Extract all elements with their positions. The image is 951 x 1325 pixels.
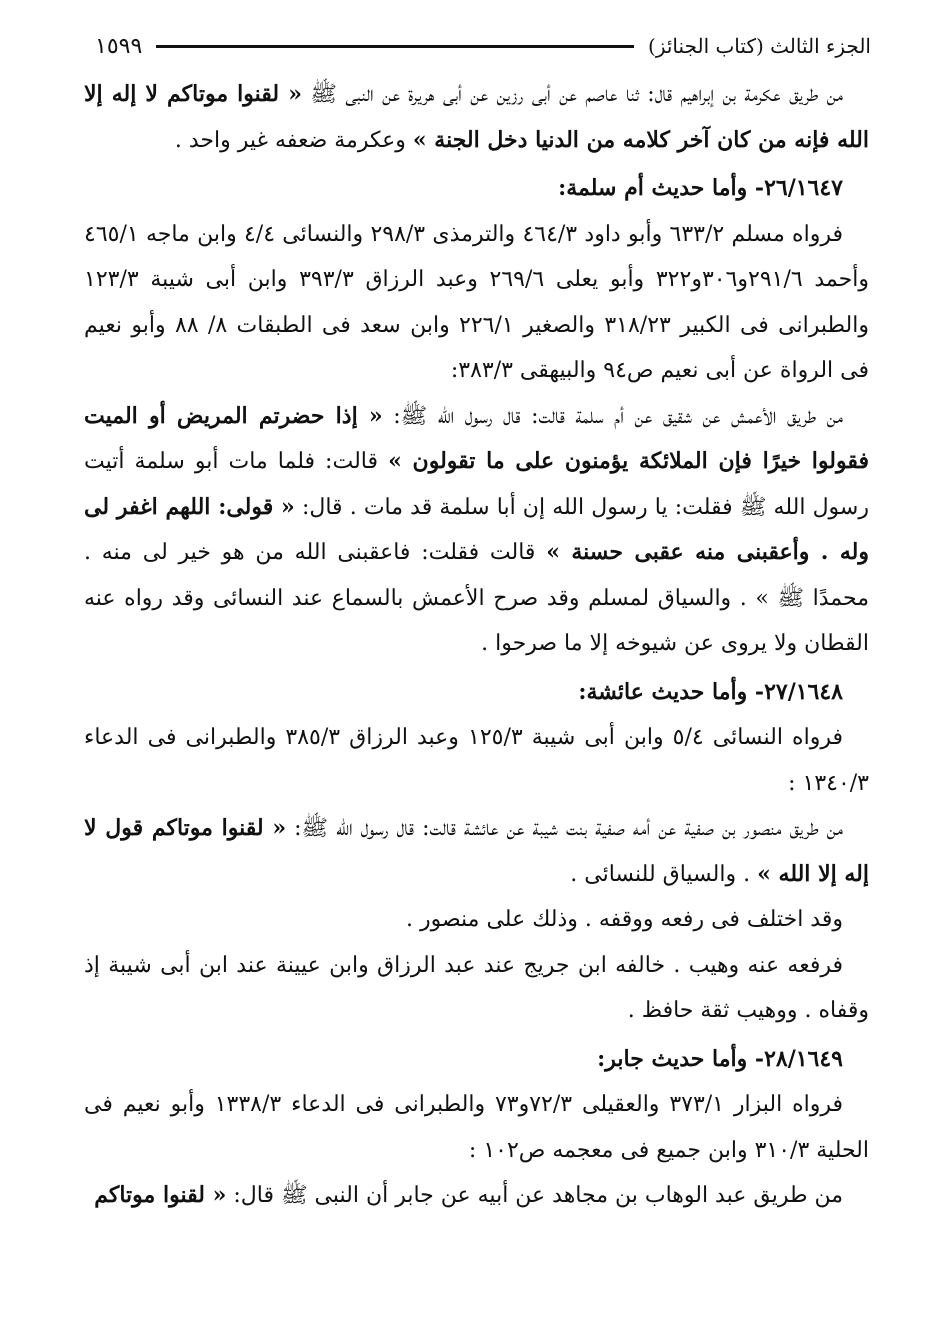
commentary-text: قالت فقلت: فاعقبنى الله من هو خير لى منه . محمدًا ﷺ » . والسياق لمسلم وقد صرح الأعمش بالسماع عند النسائى وقد رواه عنه القطان ولا يروى عن شيوخه إلا ما صرحوا . <box>84 540 869 656</box>
page-body <box>84 72 869 1219</box>
chain-text: من طريق الأعمش عن شقيق عن أم سلمة قالت: قال رسول الله ﷺ: <box>393 403 843 429</box>
chain-text: من طريق عبد الوهاب بن مجاهد عن أبيه عن جابر أن النبى ﷺ قال: <box>233 1183 843 1208</box>
paragraph-umm-salama-sources: فرواه مسلم ٦٣٣/٢ وأبو داود ٤٦٤/٣ والترمذى ٢٩٨/٣ والنسائى ٤/٤ وابن ماجه ٤٦٥/١ وأحمد ٢٩١/٦و٣٠٦و٣٢٢ وأبو يعلى ٢٦٩/٦ وعبد الرزاق ٣٩٣/٣ وابن أبى شيبة ١٢٣/٣ والطبرانى فى الكبير ٣١٨/٢٣ والصغير ٢٢٦/١ وابن سعد فى الطبقات ٨/ ٨٨ وأبو نعيم فى الرواة عن أبى نعيم ص٩٤ والبيهقى ٣٨٣/٣: <box>84 221 869 383</box>
paragraph-wuhayb: فرفعه عنه وهيب . خالفه ابن جريج عند عبد الرزاق وابن عيينة عند ابن أبى شيبة إذ وقفاه . ووهيب ثقة حافظ . <box>84 952 869 1023</box>
paragraph-aisha-chain <box>84 806 869 897</box>
paragraph-abu-hurayra-chain <box>84 72 869 163</box>
paragraph-jabir-sources: فرواه البزار ٣٧٣/١ والعقيلى ٧٢/٣و٧٣ والطبرانى فى الدعاء ١٣٣٨/٣ وأبو نعيم فى الحلية ٣١٠/٣ وابن جميع فى معجمه ص١٠٢ : <box>84 1092 869 1163</box>
running-title: الجزء الثالث (كتاب الجنائز) <box>648 34 871 58</box>
page-header <box>95 26 871 66</box>
commentary-text: وعكرمة ضعفه غير واحد . <box>174 127 406 153</box>
hadith-text: « لقنوا موتاكم <box>94 1182 227 1208</box>
paragraph-disagreement: وقد اختلف فى رفعه ووقفه . وذلك على منصور . <box>405 907 843 932</box>
paragraph-jabir-chain <box>84 1173 869 1219</box>
hadith-text: « لقنوا موتاكم لا إله إلا الله فإنه من كان آخر كلامه من الدنيا دخل الجنة » <box>84 81 869 153</box>
heading-umm-salama: ٢٦/١٦٤٧- وأما حديث أم سلمة: <box>558 175 843 201</box>
heading-aisha: ٢٧/١٦٤٨- وأما حديث عائشة: <box>578 678 843 705</box>
chain-text: من طريق عكرمة بن إبراهيم قال: ثنا عاصم عن أبى رزين عن أبى هريرة عن النبى ﷺ <box>310 82 844 107</box>
paragraph-aisha-sources: فرواه النسائى ٥/٤ وابن أبى شيبة ١٢٥/٣ وعبد الرزاق ٣٨٥/٣ والطبرانى فى الدعاء ١٣٤٠/٣ : <box>84 725 869 796</box>
hadith-text: « لقنوا موتاكم قول لا إله إلا الله » <box>84 815 869 887</box>
commentary-text: . والسياق للنسائى . <box>570 861 751 887</box>
hadith-text: « إذا حضرتم المريض أو الميت فقولوا خيرًا فإن الملائكة يؤمنون على ما تقولون » <box>84 402 869 474</box>
heading-jabir: ٢٨/١٦٤٩- وأما حديث جابر: <box>597 1045 843 1072</box>
chain-text: من طريق منصور بن صفية عن أمه صفية بنت شيبة عن عائشة قالت: قال رسول الله ﷺ: <box>294 816 844 841</box>
narrative-text: قالت: فلما مات أبو سلمة أتيت رسول الله ﷺ فقلت: يا رسول الله إن أبا سلمة قد مات . قال: <box>84 449 869 520</box>
paragraph-umm-salama-chain <box>84 394 869 667</box>
hadith-text: « قولى: اللهم اغفر لى وله . وأعقبنى منه عقبى حسنة » <box>84 493 869 565</box>
header-rule <box>156 45 634 48</box>
page-number: ١٥٩٩ <box>95 33 143 59</box>
